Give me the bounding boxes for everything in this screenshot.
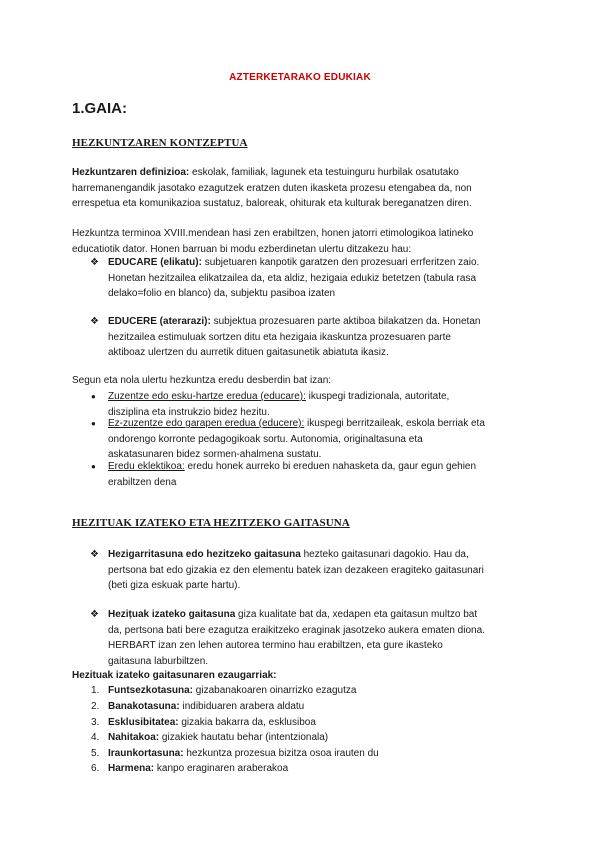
feature-text: gizakia bakarra da, esklusiboa (181, 717, 316, 728)
educare-text: subjetuaren kanpotik garatzen den prozesuari errferitzen zaio. (204, 257, 480, 268)
educere-text-line: hezitzailea estimuluak sortzen ditu eta hezigaia ikaskuntza prozesuaren parte (108, 331, 451, 343)
features-title: Hezituak izateko gaitasunaren ezaugarriak: (72, 670, 277, 681)
feature-label: Iraunkortasuna: (108, 748, 184, 759)
model2-text: ikuspegi berritzaileak, eskola berriak eta (307, 418, 485, 429)
diamond-bullet-icon: ❖ (90, 549, 99, 560)
diamond-bullet-icon: ❖ (90, 257, 99, 268)
feature-item (91, 761, 531, 777)
model2-text-line: askatasunaren bidez sormen-ahalmena sustatu. (108, 449, 322, 461)
feature-item (91, 746, 531, 762)
definition-text-line: harremanengandik jasotako ezagutzek eratzen duten ikasketa prozesu etengabea da, non (72, 182, 472, 194)
feature-text: hezkuntza prozesua bizitza osoa irauten du (186, 748, 379, 759)
intro-paragraph (72, 226, 532, 257)
feature-text: kanpo eraginaren araberakoa (156, 763, 289, 774)
item2-text: giza kualitate bat da, xedapen eta gaitasun multzo bat (238, 609, 478, 620)
item2-text-line: da, pertsona bati bere ezagutza eraikitzeko eraginak jasotzeko aukera ematen diona. (108, 624, 485, 636)
item1-label: Hezigarritasuna edo hezitzeko gaitasuna (108, 549, 301, 560)
feature-label: Esklusibitatea: (108, 717, 179, 728)
definition-text-line: errespetua eta komunikazioa sustatuz, baloreak, ohiturak eta kulturak bereganatzen diren. (72, 198, 472, 210)
feature-label: Banakotasuna: (108, 701, 180, 712)
feature-number: 2. (91, 701, 100, 712)
feature-item (91, 715, 531, 731)
feature-text: indibiduaren arabera aldatu (182, 701, 305, 712)
feature-item (91, 683, 531, 699)
feature-text: gizabanakoaren oinarrizko ezagutza (195, 685, 357, 696)
feature-label: Harmena: (108, 763, 155, 774)
educare-label: EDUCARE (elikatu): (108, 257, 202, 268)
dot-bullet-icon: ● (91, 419, 96, 428)
educare-text-line: Honetan hezitzailea elikatzailea da, eta aldiz, hezigaia edukiz betetzen (tabula rasa (108, 272, 477, 284)
item2-text-line: HERBART izan zen lehen autorea termino hau erabiltzen, eta gure ikasteko (108, 640, 443, 652)
model1-text-line: disziplina eta instrukzio bidez hezitu. (108, 406, 270, 418)
dot-bullet-icon: ● (91, 392, 96, 401)
list-item-hezigarritasuna (91, 547, 531, 594)
diamond-bullet-icon: ❖ (90, 609, 99, 620)
diamond-bullet-icon: ❖ (90, 316, 99, 327)
list-item-educere (91, 314, 531, 361)
model2-text-line: ondorengo korronte pedagogikoak sortu. Autonomia, originaltasuna eta (108, 433, 423, 445)
dot-bullet-icon: ● (91, 462, 96, 471)
item1-text-line: pertsona bat edo gizakia ez den elementu batek izan dezakeen eragiteko gaitasunari (108, 564, 484, 576)
feature-label: Nahitakoa: (108, 732, 160, 743)
educare-text-line: delako=folio en blanco) da, subjektu pasiboa izaten (108, 288, 336, 300)
section-title-hezituak: HEZITUAK IZATEKO ETA HEZITZEKO GAITASUNA (72, 517, 350, 529)
definition-label: Hezkuntzaren definizioa: (72, 167, 190, 178)
section-title-hezkuntza: HEZKUNTZAREN KONTZEPTUA (72, 137, 248, 149)
model3-label: Eredu eklektikoa: (108, 461, 185, 472)
item2-text-line: gaitasuna laburbiltzen. (108, 655, 209, 667)
list-item-hezituak-gaitasuna (91, 607, 531, 669)
feature-number: 3. (91, 717, 100, 728)
model3-text: eredu honek aurreko bi ereduen nahasketa da, gaur egun gehien (187, 461, 477, 472)
model1-label: Zuzentze edo esku-hartze eredua (educare): (108, 391, 306, 402)
item2-label: Heziṭuak izateko gaitasuna (108, 609, 236, 620)
feature-item (91, 699, 531, 715)
intro-line: Hezkuntza terminoa XVIII.mendean hasi zen erabiltzen, honen jatorri etimologikoa latineko (72, 228, 474, 239)
feature-number: 5. (91, 748, 100, 759)
feature-label: Funtsezkotasuna: (108, 685, 194, 696)
feature-number: 4. (91, 732, 100, 743)
chapter-heading: 1.GAIA: (72, 100, 128, 117)
definition-text: eskolak, familiak, lagunek eta testuinguru hurbilak osatutako (192, 167, 459, 178)
list-item-model-3 (91, 459, 531, 490)
model3-text-line: erabiltzen dena (108, 476, 177, 488)
definition-paragraph (72, 165, 532, 212)
intro-line: educatiotik dator. Honen barruan bi modu ezberdinetan ulertu ditzakezu hau: (72, 243, 412, 255)
model1-text: ikuspegi tradizionala, autoritate, (308, 391, 450, 402)
educere-text-line: aktiboaz ulertzen du aurretik dituen gaitasunetik abiatuta ikasiz. (108, 347, 389, 359)
item1-text-line: (beti giza eskuak parte hartu). (108, 580, 241, 592)
list-item-educare (91, 255, 531, 302)
feature-number: 1. (91, 685, 100, 696)
educere-text: subjektua prozesuaren parte aktiboa bilakatzen da. Honetan (213, 316, 481, 327)
document-title: AZTERKETARAKO EDUKIAK (229, 72, 371, 83)
model2-label: Ez-zuzentze edo garapen eredua (educere): (108, 418, 305, 429)
feature-item (91, 730, 531, 746)
educere-label: EDUCERE (aterarazi): (108, 316, 211, 327)
models-intro: Segun eta nola ulertu hezkuntza eredu desberdin bat izan: (72, 375, 332, 386)
feature-text: gizakiek hautatu behar (intentzionala) (161, 732, 329, 743)
list-item-model-2 (91, 416, 531, 463)
feature-number: 6. (91, 763, 100, 774)
item1-text: hezteko gaitasunari dagokio. Hau da, (303, 549, 469, 560)
